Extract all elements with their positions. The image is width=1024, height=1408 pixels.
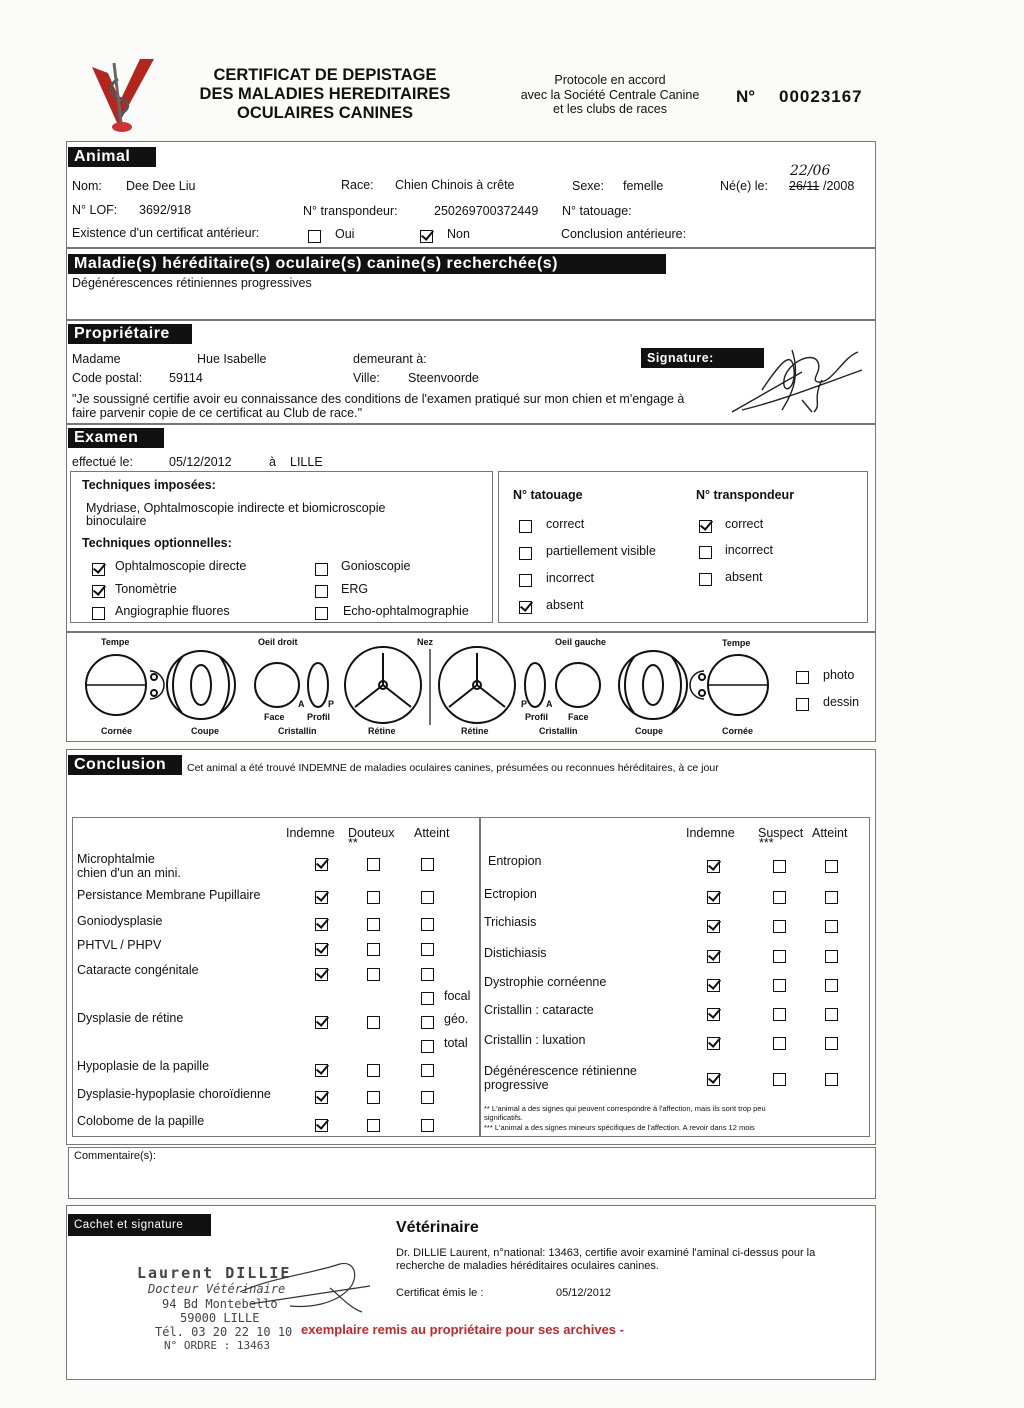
label-cornee-left: Cornée [101, 726, 133, 736]
dystrophie-indemne[interactable] [707, 979, 720, 992]
label-cornee-right: Cornée [722, 726, 754, 736]
tonometrie-checkbox[interactable] [92, 585, 105, 598]
angiographie-checkbox[interactable] [92, 607, 105, 620]
section-header-animal: Animal [68, 147, 156, 167]
trichiasis-atteint[interactable] [825, 920, 838, 933]
ophtalmoscopie-checkbox[interactable] [92, 563, 105, 576]
cristallin-cataracte-suspect[interactable] [773, 1008, 786, 1021]
oui-checkbox[interactable] [308, 230, 321, 243]
cristallin-luxation-indemne[interactable] [707, 1037, 720, 1050]
gonioscopie-label: Gonioscopie [341, 559, 411, 573]
conclusion-anterieure-label: Conclusion antérieure: [561, 227, 687, 241]
certificate-number: 00023167 [779, 87, 863, 106]
race-value: Chien Chinois à crête [395, 178, 515, 192]
footnote-suspect: *** L'animal a des signes mineurs spécifiques de l'affection. A revoir dans 12 mois [484, 1123, 755, 1132]
persistance-atteint[interactable] [421, 891, 434, 904]
cristallin-luxation-atteint[interactable] [825, 1037, 838, 1050]
row-degenerescence: Dégénérescence rétinienne progressive [484, 1064, 637, 1092]
tatouage-label: N° tatouage: [562, 204, 632, 218]
row-colobome: Colobome de la papille [77, 1114, 205, 1128]
effectue-label: effectué le: [72, 455, 133, 469]
dystrophie-atteint[interactable] [825, 979, 838, 992]
footnote-douteux: ** L'animal a des signes qui peuvent correspondre à l'affection, mais ils sont trop peu significatifs. [484, 1104, 766, 1122]
trichiasis-suspect[interactable] [773, 920, 786, 933]
col-suspect: Suspect [758, 826, 804, 840]
choroidienne-atteint[interactable] [421, 1091, 434, 1104]
dysplasie-douteux[interactable] [367, 1016, 380, 1029]
goniodysplasie-douteux[interactable] [367, 918, 380, 931]
goniodysplasie-atteint[interactable] [421, 918, 434, 931]
imposees-label: Techniques imposées: [82, 478, 216, 492]
stamp-title: Docteur Vétérinaire [148, 1282, 286, 1296]
tatouage-correct-checkbox[interactable] [519, 520, 532, 533]
tatouage-incorrect-checkbox[interactable] [519, 574, 532, 587]
certificate-number-label: N° [736, 87, 756, 106]
oui-label: Oui [335, 227, 355, 241]
label-oeil-droit: Oeil droit [258, 637, 298, 647]
naissance-label: Né(e) le: [720, 179, 768, 193]
photo-label: photo [823, 668, 855, 682]
owner-statement: "Je soussigné certifie avoir eu connaissance des conditions de l'examen pratiqué sur mon chien et m'engage à faire parvenir copie de ce certificat au Club de race." [72, 392, 685, 420]
degenerescence-atteint[interactable] [825, 1073, 838, 1086]
non-checkbox[interactable] [420, 230, 433, 243]
label-retine-right: Rétine [461, 726, 489, 736]
dysplasie-geo-checkbox[interactable] [421, 1016, 434, 1029]
geo-label: géo. [444, 1012, 469, 1026]
entropion-suspect[interactable] [773, 860, 786, 873]
race-label: Race: [341, 178, 374, 192]
dysplasie-focal-checkbox[interactable] [421, 992, 434, 1005]
label-p-left: P [521, 699, 528, 709]
section-header-examen: Examen [68, 428, 164, 448]
veterinaire-title: Vétérinaire [396, 1219, 479, 1236]
non-label: Non [447, 227, 470, 241]
photo-checkbox[interactable] [796, 671, 809, 684]
col-suspect-mark: *** [759, 836, 774, 850]
row-dystrophie: Dystrophie cornéenne [484, 975, 607, 989]
naissance-struck: 26/11 [789, 179, 820, 193]
section-header-maladie: Maladie(s) héréditaire(s) oculaire(s) canine(s) recherchée(s) [68, 254, 666, 274]
eye-diagram [70, 645, 782, 735]
row-phtvl: PHTVL / PHPV [77, 938, 162, 952]
distichiasis-indemne[interactable] [707, 950, 720, 963]
angiographie-label: Angiographie fluores [115, 604, 230, 618]
phtvl-indemne[interactable] [315, 943, 328, 956]
cataracte-atteint[interactable] [421, 968, 434, 981]
tatouage-correct-label: correct [546, 517, 585, 531]
nom-label: Nom: [72, 179, 102, 193]
dystrophie-suspect[interactable] [773, 979, 786, 992]
ophtalmoscopie-label: Ophtalmoscopie directe [115, 559, 247, 573]
label-face-right: Face [264, 712, 285, 722]
colobome-douteux[interactable] [367, 1119, 380, 1132]
emis-label: Certificat émis le : [396, 1287, 484, 1299]
commentaire-label: Commentaire(s): [74, 1150, 156, 1162]
transp-absent-label: absent [725, 570, 763, 584]
entropion-atteint[interactable] [825, 860, 838, 873]
dysplasie-indemne[interactable] [315, 1016, 328, 1029]
gonioscopie-checkbox[interactable] [315, 563, 328, 576]
label-nez: Nez [417, 637, 434, 647]
doc-title: CERTIFICAT DE DEPISTAGE DES MALADIES HEREDITAIRES OCULAIRES CANINES [199, 66, 451, 122]
demeurant-label: demeurant à: [353, 352, 427, 366]
phtvl-douteux[interactable] [367, 943, 380, 956]
row-trichiasis: Trichiasis [484, 915, 537, 929]
ville-label: Ville: [353, 371, 380, 385]
nom-value: Dee Dee Liu [126, 179, 196, 193]
row-goniodysplasie: Goniodysplasie [77, 914, 163, 928]
footer-note: exemplaire remis au propriétaire pour ses archives - [301, 1322, 624, 1337]
ectropion-atteint[interactable] [825, 891, 838, 904]
phtvl-atteint[interactable] [421, 943, 434, 956]
maladie-text: Dégénérescences rétiniennes progressives [72, 276, 312, 290]
dysplasie-total-checkbox[interactable] [421, 1040, 434, 1053]
row-hypoplasie: Hypoplasie de la papille [77, 1059, 210, 1073]
transp-correct-label: correct [725, 517, 764, 531]
persistance-indemne[interactable] [315, 891, 328, 904]
sexe-value: femelle [623, 179, 664, 193]
label-cristallin-right: Cristallin [539, 726, 578, 736]
signature-label: Signature: [641, 348, 764, 368]
emis-date: 05/12/2012 [556, 1287, 612, 1299]
trichiasis-indemne[interactable] [707, 920, 720, 933]
row-ectropion: Ectropion [484, 887, 537, 901]
label-coupe-left: Coupe [191, 726, 219, 736]
a-label: à [269, 455, 276, 469]
naissance-year: /2008 [823, 179, 855, 193]
row-entropion: Entropion [488, 854, 542, 868]
dessin-checkbox[interactable] [796, 698, 809, 711]
colobome-indemne[interactable] [315, 1119, 328, 1132]
transpondeur-heading: N° transpondeur [696, 488, 795, 502]
microphtalmie-douteux[interactable] [367, 858, 380, 871]
goniodysplasie-indemne[interactable] [315, 918, 328, 931]
row-dysplasie: Dysplasie de rétine [77, 1011, 184, 1025]
transp-incorrect-checkbox[interactable] [699, 546, 712, 559]
tatouage-absent-label: absent [546, 598, 584, 612]
commentaire-box[interactable] [68, 1147, 876, 1199]
ectropion-suspect[interactable] [773, 891, 786, 904]
cachet-label: Cachet et signature [68, 1214, 211, 1236]
veterinaire-text: Dr. DILLIE Laurent, n°national: 13463, certifie avoir examiné l'aminal ci-dessus pour la recherche de maladies héréditaires oculaires canines. [396, 1247, 816, 1272]
transp-absent-checkbox[interactable] [699, 573, 712, 586]
entropion-indemne[interactable] [707, 860, 720, 873]
cp-value: 59114 [169, 371, 203, 385]
owner-signature [722, 340, 872, 420]
echo-label: Echo-ophtalmographie [343, 604, 469, 618]
imposees-text: Mydriase, Ophtalmoscopie indirecte et biomicroscopie binoculaire [86, 501, 386, 528]
label-face-left: Face [568, 712, 589, 722]
transp-incorrect-label: incorrect [725, 543, 773, 557]
label-cristallin-left: Cristallin [278, 726, 317, 736]
cataracte-douteux[interactable] [367, 968, 380, 981]
naissance-handwritten: 22/06 [790, 163, 831, 179]
col-indemne-right: Indemne [686, 826, 735, 840]
section-header-conclusion: Conclusion [68, 755, 182, 775]
stamp-city: 59000 LILLE [180, 1311, 260, 1325]
section-header-proprietaire: Propriétaire [68, 324, 192, 344]
cristallin-cataracte-atteint[interactable] [825, 1008, 838, 1021]
choroidienne-indemne[interactable] [315, 1091, 328, 1104]
sexe-label: Sexe: [572, 179, 604, 193]
hypoplasie-atteint[interactable] [421, 1064, 434, 1077]
label-p-right: P [328, 699, 335, 709]
degenerescence-indemne[interactable] [707, 1073, 720, 1086]
label-profil-right: Profil [307, 712, 331, 722]
microphtalmie-atteint[interactable] [421, 858, 434, 871]
label-oeil-gauche: Oeil gauche [555, 637, 607, 647]
row-cristallin-cataracte: Cristallin : cataracte [484, 1003, 594, 1017]
row-choroidienne: Dysplasie-hypoplasie choroïdienne [77, 1087, 271, 1101]
ville-value: Steenvoorde [408, 371, 479, 385]
col-douteux-mark: ** [348, 836, 358, 850]
colobome-atteint[interactable] [421, 1119, 434, 1132]
examen-lieu: LILLE [290, 455, 323, 469]
transp-correct-checkbox[interactable] [699, 520, 712, 533]
distichiasis-atteint[interactable] [825, 950, 838, 963]
echo-checkbox[interactable] [315, 607, 328, 620]
label-profil-left: Profil [525, 712, 549, 722]
tatouage-heading: N° tatouage [513, 488, 583, 502]
cp-label: Code postal: [72, 371, 143, 385]
stamp-ordre: N° ORDRE : 13463 [164, 1339, 270, 1352]
row-microphtalmie: Microphtalmie chien d'un an mini. [77, 852, 181, 880]
label-tempe-right: Tempe [722, 638, 751, 648]
proprietaire-nom: Hue Isabelle [197, 352, 267, 366]
transpondeur-value: 250269700372449 [434, 204, 539, 218]
cristallin-luxation-suspect[interactable] [773, 1037, 786, 1050]
hypoplasie-indemne[interactable] [315, 1064, 328, 1077]
row-distichiasis: Distichiasis [484, 946, 547, 960]
label-retine-left: Rétine [368, 726, 396, 736]
label-tempe-left: Tempe [101, 637, 130, 647]
stamp-name: Laurent DILLIE [137, 1264, 292, 1282]
certificat-anterieur-label: Existence d'un certificat antérieur: [72, 226, 260, 240]
col-indemne-left: Indemne [286, 826, 335, 840]
tatouage-incorrect-label: incorrect [546, 571, 594, 585]
col-atteint-left: Atteint [414, 826, 450, 840]
label-coupe-right: Coupe [635, 726, 663, 736]
degenerescence-suspect[interactable] [773, 1073, 786, 1086]
row-cristallin-luxation: Cristallin : luxation [484, 1033, 586, 1047]
stamp-address: 94 Bd Montebello [162, 1297, 278, 1311]
dessin-label: dessin [823, 695, 860, 709]
erg-label: ERG [341, 582, 369, 596]
logo [88, 55, 160, 137]
tatouage-absent-checkbox[interactable] [519, 601, 532, 614]
col-douteux: Douteux [348, 826, 395, 840]
persistance-douteux[interactable] [367, 891, 380, 904]
choroidienne-douteux[interactable] [367, 1091, 380, 1104]
erg-checkbox[interactable] [315, 585, 328, 598]
tonometrie-label: Tonomètrie [115, 582, 177, 596]
row-persistance: Persistance Membrane Pupillaire [77, 888, 261, 902]
stamp-tel: Tél. 03 20 22 10 10 [155, 1325, 293, 1339]
row-cataracte: Cataracte congénitale [77, 963, 199, 977]
microphtalmie-indemne[interactable] [315, 858, 328, 871]
lof-value: 3692/918 [139, 203, 192, 217]
distichiasis-suspect[interactable] [773, 950, 786, 963]
civilite: Madame [72, 352, 121, 366]
tatouage-partiel-label: partiellement visible [546, 544, 656, 558]
col-atteint-right: Atteint [812, 826, 848, 840]
cataracte-indemne[interactable] [315, 968, 328, 981]
transpondeur-label: N° transpondeur: [303, 204, 398, 218]
optionnelles-label: Techniques optionnelles: [82, 536, 232, 550]
ectropion-indemne[interactable] [707, 891, 720, 904]
cristallin-cataracte-indemne[interactable] [707, 1008, 720, 1021]
label-a-right: A [298, 699, 305, 709]
examen-date: 05/12/2012 [169, 455, 232, 469]
protocol-note: Protocole en accord avec la Société Centrale Canine et les clubs de races [520, 73, 700, 116]
total-label: total [444, 1036, 468, 1050]
tatouage-partiel-checkbox[interactable] [519, 547, 532, 560]
lof-label: N° LOF: [72, 203, 118, 217]
label-a-left: A [546, 699, 553, 709]
hypoplasie-douteux[interactable] [367, 1064, 380, 1077]
conclusion-text: Cet animal a été trouvé INDEMNE de maladies oculaires canines, présumées ou reconnues héréditaires, à ce jour [187, 762, 719, 774]
focal-label: focal [444, 989, 471, 1003]
vet-signature [230, 1248, 380, 1318]
